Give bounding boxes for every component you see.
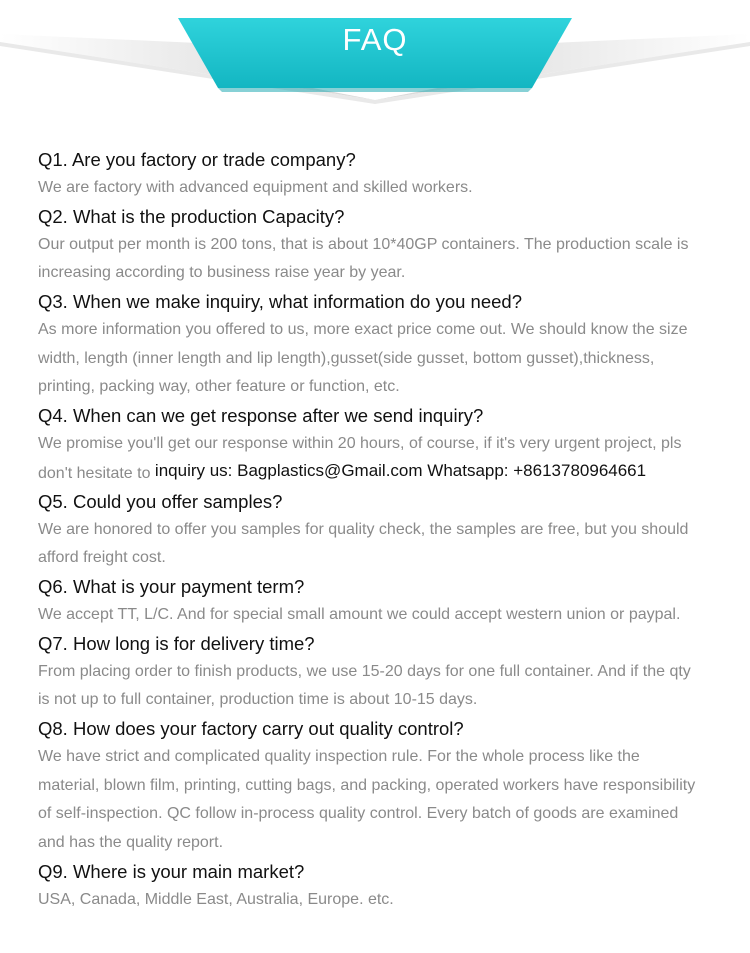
faq-question: Q3. When we make inquiry, what information do you need? xyxy=(38,291,522,313)
banner-title: FAQ xyxy=(342,22,408,57)
answer-line: We accept TT, L/C. And for special small amount we could accept western union or paypal. xyxy=(38,605,681,623)
faq-item-9 xyxy=(38,858,738,915)
faq-question: Q4. When can we get response after we send inquiry? xyxy=(38,405,484,427)
answer-line xyxy=(38,459,738,488)
faq-question: Q9. Where is your main market? xyxy=(38,860,305,882)
faq-question: Q5. Could you offer samples? xyxy=(38,490,283,512)
faq-answer xyxy=(38,743,738,858)
answer-line: We are honored to offer you samples for quality check, the samples are free, but you should xyxy=(38,520,689,538)
faq-answer xyxy=(38,658,738,715)
faq-item-7 xyxy=(38,630,738,715)
answer-line: Our output per month is 200 tons, that is about 10*40GP containers. The production scale is xyxy=(38,235,689,253)
answer-line: of self-inspection. QC follow in-process quality control. Every batch of goods are examined xyxy=(38,805,679,823)
answer-line: We have strict and complicated quality inspection rule. For the whole process like the xyxy=(38,747,640,765)
faq-item-4 xyxy=(38,402,738,487)
faq-banner xyxy=(0,0,750,110)
faq-answer xyxy=(38,316,738,402)
faq-answer xyxy=(38,174,738,203)
faq-answer xyxy=(38,601,738,630)
faq-item-2 xyxy=(38,203,738,288)
faq-list xyxy=(38,146,738,914)
answer-line: is not up to full container, production time is about 10-15 days. xyxy=(38,691,478,709)
faq-item-1 xyxy=(38,146,738,203)
faq-item-6 xyxy=(38,573,738,630)
contact-info: inquiry us: Bagplastics@Gmail.com Whatsapp: +8613780964661 xyxy=(154,460,647,480)
faq-item-8 xyxy=(38,715,738,858)
answer-line: increasing according to business raise year by year. xyxy=(38,264,406,282)
faq-answer xyxy=(38,516,738,573)
faq-item-3 xyxy=(38,288,738,402)
answer-line: From placing order to finish products, we use 15-20 days for one full container. And if the qty xyxy=(38,662,691,680)
answer-line: and has the quality report. xyxy=(38,834,224,851)
answer-line: afford freight cost. xyxy=(38,549,166,567)
faq-question: Q6. What is your payment term? xyxy=(38,575,305,597)
faq-answer xyxy=(38,231,738,288)
answer-line: USA, Canada, Middle East, Australia, Europe. etc. xyxy=(38,890,394,908)
faq-item-5 xyxy=(38,488,738,573)
answer-line: width, length (inner length and lip length),gusset(side gusset, bottom gusset),thickness, xyxy=(38,349,655,367)
answer-line: material, blown film, printing, cutting bags, and packing, operated workers have responsibility xyxy=(38,776,696,794)
faq-question: Q7. How long is for delivery time? xyxy=(38,632,315,654)
faq-answer xyxy=(38,430,738,487)
faq-answer xyxy=(38,886,738,915)
answer-line: As more information you offered to us, more exact price come out. We should know the size xyxy=(38,321,688,339)
answer-line: printing, packing way, other feature or function, etc. xyxy=(38,378,400,396)
faq-question: Q2. What is the production Capacity? xyxy=(38,205,345,227)
faq-question: Q8. How does your factory carry out quality control? xyxy=(38,717,464,739)
answer-line-text: don't hesitate to xyxy=(38,464,151,482)
answer-line: We promise you'll get our response within 20 hours, of course, if it's very urgent project, pls xyxy=(38,435,682,453)
faq-question: Q1. Are you factory or trade company? xyxy=(38,149,356,170)
answer-line: We are factory with advanced equipment and skilled workers. xyxy=(38,179,473,196)
